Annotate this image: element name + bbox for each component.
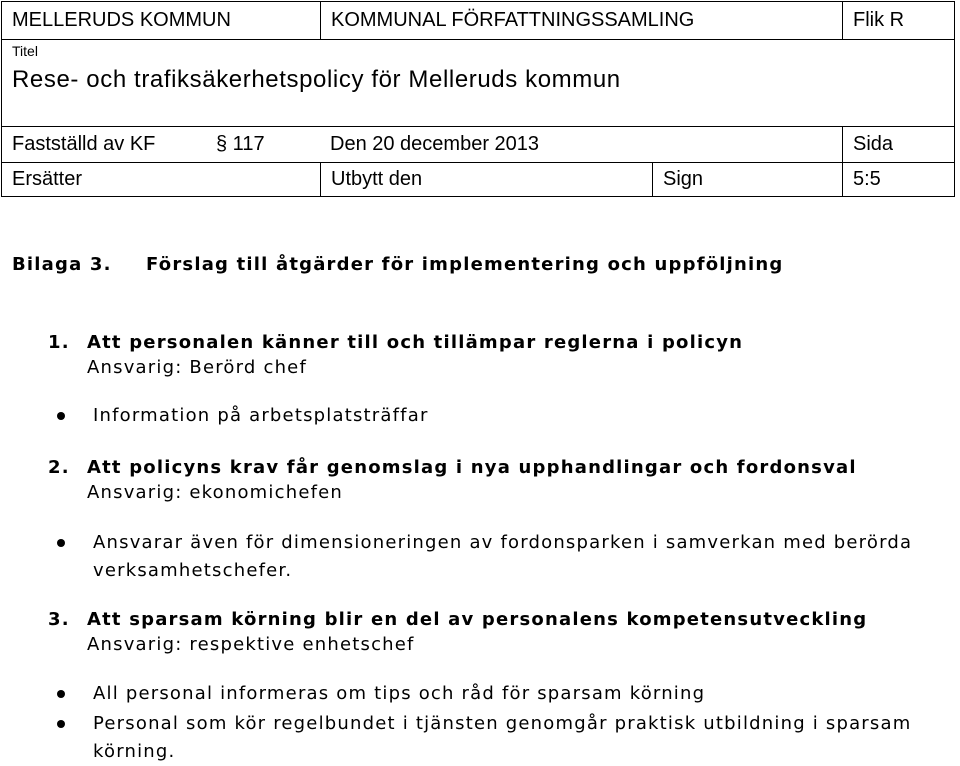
bullet-icon — [57, 539, 65, 547]
bullet-text-continued: verksamhetschefer. — [93, 560, 293, 581]
collection-name: KOMMUNAL FÖRFATTNINGSSAMLING — [331, 9, 695, 31]
document-title: Rese- och trafiksäkerhetspolicy för Melleruds kommun — [12, 66, 621, 93]
section-number: 2. — [48, 457, 70, 478]
section-title: Att sparsam körning blir en del av personalens kompetensutveckling — [87, 609, 868, 630]
section-number: 1. — [48, 332, 70, 353]
section-title: Att personalen känner till och tillämpar reglerna i policyn — [87, 332, 744, 353]
bullet-text: Information på arbetsplatsträffar — [93, 405, 429, 426]
appendix-title: Förslag till åtgärder för implementering och uppföljning — [146, 254, 784, 275]
established-date: Den 20 december 2013 — [330, 133, 540, 155]
section-responsible: Ansvarig: Berörd chef — [87, 357, 307, 378]
bullet-icon — [57, 720, 65, 728]
bullet-icon — [57, 412, 65, 420]
municipality-name: MELLERUDS KOMMUN — [12, 9, 231, 31]
appendix-number: Bilaga 3. — [12, 254, 112, 275]
bullet-text-continued: körning. — [93, 741, 176, 762]
sign-label: Sign — [663, 168, 704, 190]
replaced-date-label: Utbytt den — [331, 168, 423, 190]
page-label: Sida — [853, 133, 894, 155]
page-value: 5:5 — [853, 168, 881, 190]
header-row-established — [1, 127, 955, 162]
section-responsible: Ansvarig: ekonomichefen — [87, 482, 344, 503]
header-row-title — [1, 40, 955, 126]
bullet-text: Personal som kör regelbundet i tjänsten genomgår praktisk utbildning i sparsam — [93, 713, 912, 734]
section-title: Att policyns krav får genomslag i nya upphandlingar och fordonsval — [87, 457, 857, 478]
established-by: Fastställd av KF — [12, 133, 156, 155]
bullet-icon — [57, 690, 65, 698]
bullet-text: Ansvarar även för dimensioneringen av fordonsparken i samverkan med berörda — [93, 532, 913, 553]
bullet-text: All personal informeras om tips och råd för sparsam körning — [93, 683, 706, 704]
tab-label: Flik R — [853, 9, 905, 31]
section-number: 3. — [48, 609, 70, 630]
title-label: Titel — [12, 43, 38, 59]
header-row-top — [1, 1, 955, 39]
replaces-label: Ersätter — [12, 168, 83, 190]
header-row-replaces — [1, 163, 955, 197]
section-responsible: Ansvarig: respektive enhetschef — [87, 634, 415, 655]
paragraph-number: § 117 — [216, 133, 265, 155]
